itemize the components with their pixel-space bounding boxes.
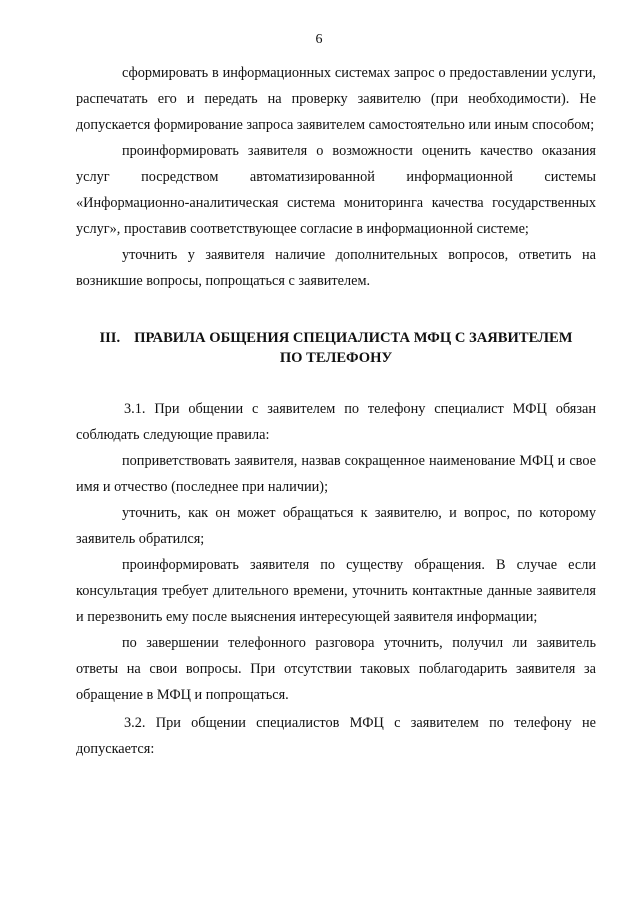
section-title-line2: ПО ТЕЛЕФОНУ (279, 350, 393, 366)
paragraph-inform-essence: проинформировать заявителя по существу обращения. В случае если консультация требует длительного времени, уточнить контактные данные заявителя и перезвонить ему после выяснения интересующей заявителя информации; (76, 557, 596, 625)
paragraph-3-2: 3.2. При общении специалистов МФЦ с заявителем по телефону не допускается: (76, 715, 596, 757)
paragraph-form-request: сформировать в информационных системах запрос о предоставлении услуги, распечатать его и передать на проверку заявителю (при необходимости). Не допускается формирование запроса заявителем самостоятельно или иным способом; (76, 65, 596, 133)
paragraph-end-call: по завершении телефонного разговора уточнить, получил ли заявитель ответы на свои вопросы. При отсутствии таковых поблагодарить заявителя за обращение в МФЦ и попрощаться. (76, 635, 596, 703)
page-number: 6 (315, 32, 323, 47)
paragraph-clarify-address: уточнить, как он может обращаться к заявителю, и вопрос, по которому заявитель обратился; (76, 505, 596, 547)
section-title-line1: ПРАВИЛА ОБЩЕНИЯ СПЕЦИАЛИСТА МФЦ С ЗАЯВИТЕЛЕМ (134, 330, 573, 346)
section-number: III. (99, 330, 121, 346)
paragraph-3-1: 3.1. При общении с заявителем по телефону специалист МФЦ обязан соблюдать следующие правила: (76, 401, 596, 443)
paragraph-additional-questions: уточнить у заявителя наличие дополнительных вопросов, ответить на возникшие вопросы, попрощаться с заявителем. (76, 247, 596, 289)
section-heading (76, 328, 596, 368)
paragraph-greet: поприветствовать заявителя, назвав сокращенное наименование МФЦ и свое имя и отчество (последнее при наличии); (76, 453, 596, 495)
document-body (76, 60, 596, 762)
paragraph-inform-quality: проинформировать заявителя о возможности оценить качество оказания услуг посредством автоматизированной информационной системы «Информационно-аналитическая система мониторинга качества государственных услуг», проставив соответствующее согласие в информационной системе; (76, 143, 596, 237)
